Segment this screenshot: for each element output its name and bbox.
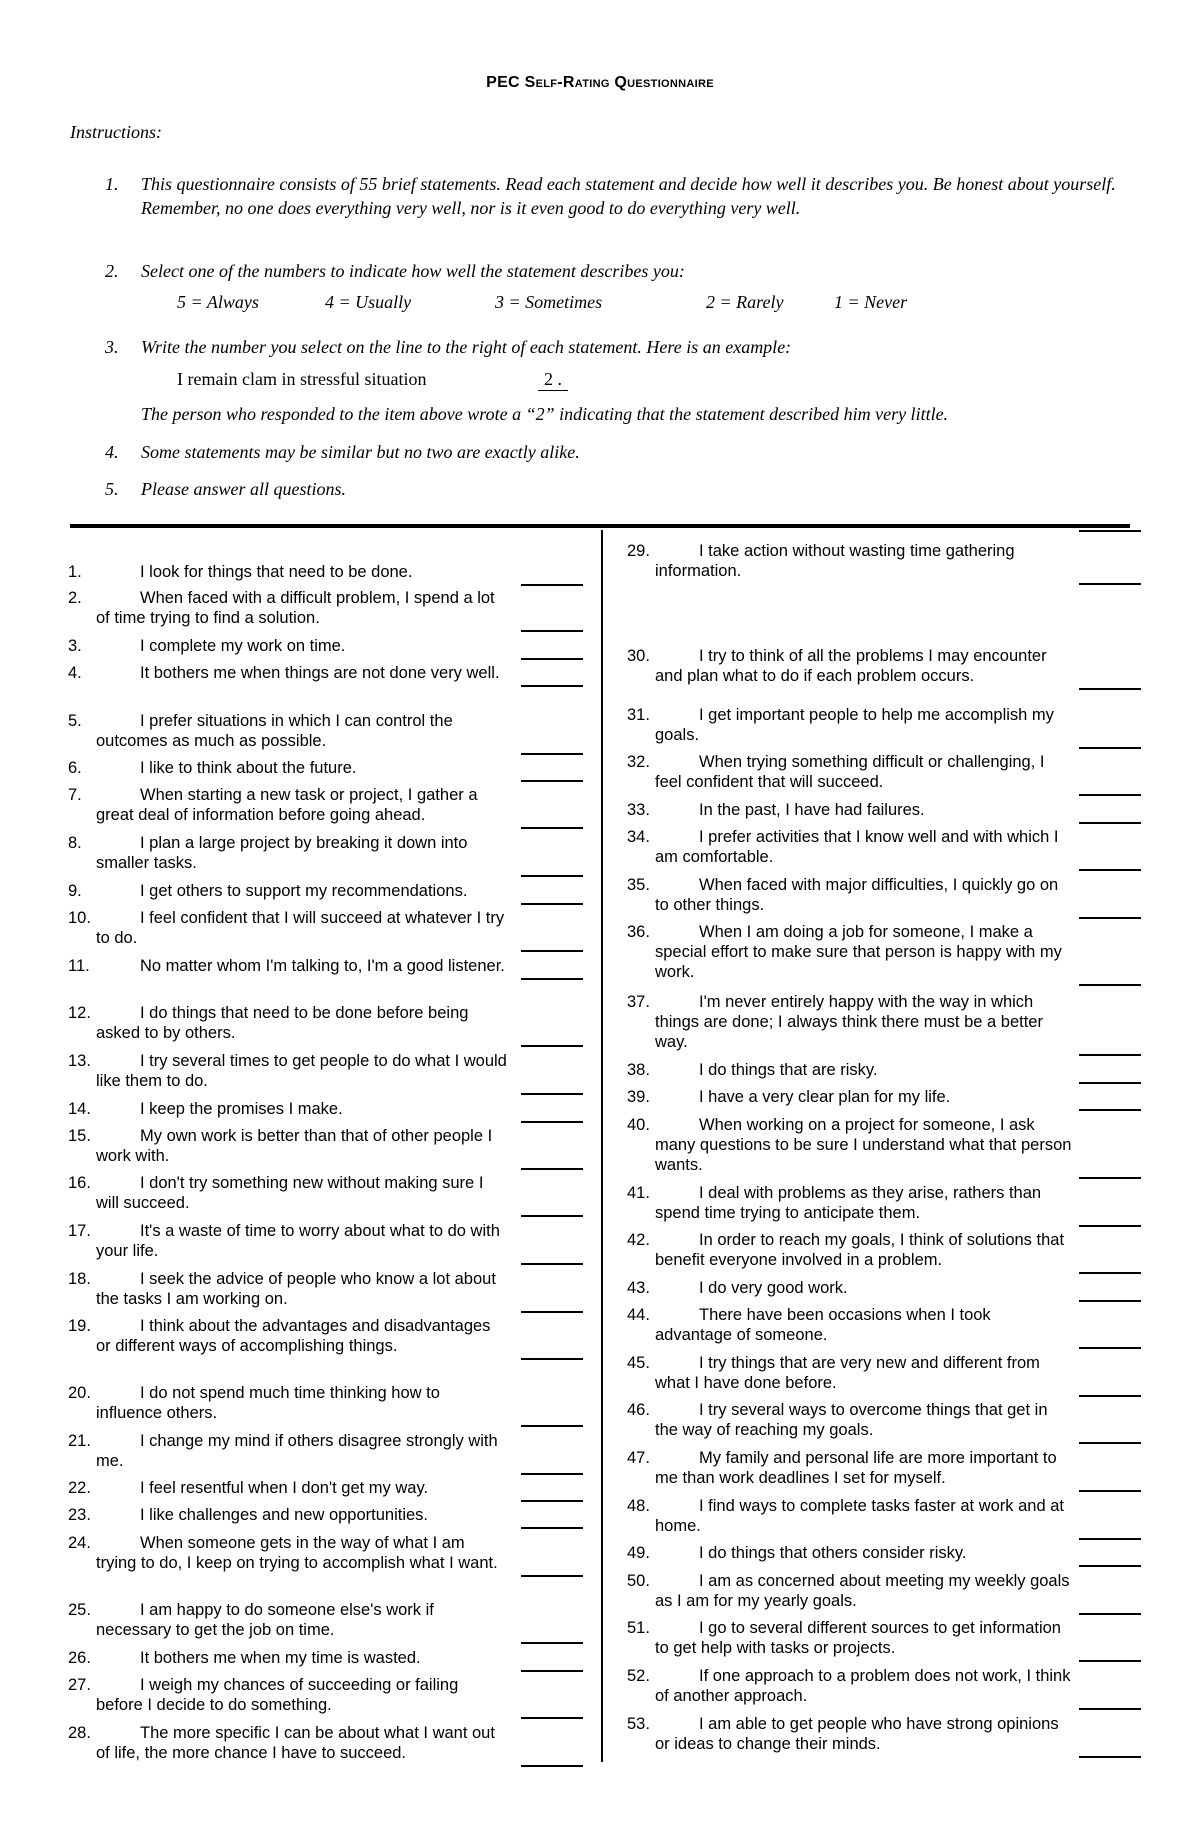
question-number: 46. <box>627 1401 650 1419</box>
answer-line[interactable] <box>1079 1708 1141 1710</box>
question-item <box>627 1714 1072 1754</box>
answer-line[interactable] <box>521 584 583 586</box>
question-item <box>68 758 508 778</box>
question-number: 11. <box>68 957 90 975</box>
question-text: I like challenges and new opportunities. <box>140 1506 429 1524</box>
answer-line[interactable] <box>521 1168 583 1170</box>
question-number: 47. <box>627 1449 650 1467</box>
column-divider <box>601 530 603 1762</box>
question-number: 28. <box>68 1724 91 1742</box>
question-item <box>68 1478 508 1498</box>
scale-usually: 4 = Usually <box>325 292 412 312</box>
page-title: PEC Self-Rating Questionnaire <box>486 74 714 91</box>
question-number: 43. <box>627 1279 650 1297</box>
question-number: 35. <box>627 876 650 894</box>
instruction-number: 3. <box>105 337 119 357</box>
question-text: I feel resentful when I don't get my way. <box>140 1479 429 1497</box>
question-number: 32. <box>627 753 650 771</box>
answer-line[interactable] <box>1079 794 1141 796</box>
question-item <box>68 1316 508 1356</box>
question-number: 52. <box>627 1667 650 1685</box>
question-number: 15. <box>68 1127 91 1145</box>
answer-line[interactable] <box>521 978 583 980</box>
answer-line[interactable] <box>1079 1490 1141 1492</box>
answer-line[interactable] <box>521 1765 583 1767</box>
question-item <box>68 956 508 976</box>
answer-line[interactable] <box>1079 1177 1141 1179</box>
question-number: 50. <box>627 1572 650 1590</box>
instruction-text: This questionnaire consists of 55 brief statements. Read each statement and decide how well it describes you. Be honest about yourself. Remember, no one does everything very well, nor is it even good to do everything very well. <box>141 174 1116 218</box>
question-number: 17. <box>68 1222 91 1240</box>
question-number: 6. <box>68 759 82 777</box>
question-text: I weigh my chances of succeeding or failing before I decide to do something. <box>96 1676 459 1714</box>
question-text: I plan a large project by breaking it down into smaller tasks. <box>96 834 468 872</box>
question-number: 8. <box>68 834 82 852</box>
question-text: I find ways to complete tasks faster at work and at home. <box>655 1497 1064 1535</box>
question-item <box>68 588 508 628</box>
question-item <box>68 1099 508 1119</box>
question-text: I go to several different sources to get information to get help with tasks or projects. <box>655 1619 1061 1657</box>
answer-line[interactable] <box>1079 984 1141 986</box>
question-text: I get important people to help me accomplish my goals. <box>655 706 1054 744</box>
answer-line[interactable] <box>521 1527 583 1529</box>
question-text: In order to reach my goals, I think of solutions that benefit everyone involved in a problem. <box>655 1231 1065 1269</box>
question-number: 9. <box>68 882 82 900</box>
question-item <box>68 1383 508 1423</box>
question-text: It bothers me when my time is wasted. <box>140 1649 421 1667</box>
answer-line[interactable] <box>521 1575 583 1577</box>
answer-line[interactable] <box>1079 688 1141 690</box>
question-text: I deal with problems as they arise, rathers than spend time trying to anticipate them. <box>655 1184 1042 1222</box>
question-number: 16. <box>68 1174 91 1192</box>
answer-line[interactable] <box>1079 869 1141 871</box>
question-item <box>68 1431 508 1471</box>
instruction-item <box>105 440 1135 464</box>
instruction-item <box>105 172 1135 220</box>
question-text: It bothers me when things are not done very well. <box>140 664 500 682</box>
question-item <box>68 908 508 948</box>
answer-line[interactable] <box>1079 1538 1141 1540</box>
question-item <box>68 1221 508 1261</box>
example-answer: 2 . <box>538 369 568 391</box>
question-item <box>627 541 1072 581</box>
question-text: I like to think about the future. <box>140 759 357 777</box>
answer-line[interactable] <box>1079 1300 1141 1302</box>
question-text: It's a waste of time to worry about what to do with your life. <box>96 1222 500 1260</box>
question-item <box>68 1675 508 1715</box>
question-number: 30. <box>627 647 650 665</box>
answer-line[interactable] <box>521 827 583 829</box>
answer-line[interactable] <box>521 658 583 660</box>
answer-line[interactable] <box>521 1045 583 1047</box>
question-item <box>627 1060 1072 1080</box>
question-number: 44. <box>627 1306 650 1324</box>
instruction-item <box>105 335 1135 359</box>
question-number: 23. <box>68 1506 91 1524</box>
instruction-item <box>105 477 1135 501</box>
question-number: 4. <box>68 664 82 682</box>
instruction-text: Select one of the numbers to indicate how well the statement describes you: <box>141 261 685 281</box>
question-number: 2. <box>68 589 82 607</box>
question-item <box>68 1723 508 1763</box>
question-text: I do very good work. <box>699 1279 848 1297</box>
instruction-text: Write the number you select on the line to the right of each statement. Here is an example: <box>141 337 792 357</box>
answer-line[interactable] <box>1079 583 1141 585</box>
question-text: There have been occasions when I took advantage of someone. <box>655 1306 991 1344</box>
instruction-number: 5. <box>105 479 119 499</box>
question-text: I do things that others consider risky. <box>699 1544 967 1562</box>
answer-line[interactable] <box>521 1670 583 1672</box>
instruction-text: Please answer all questions. <box>141 479 346 499</box>
question-text: I prefer activities that I know well and with which I am comfortable. <box>655 828 1059 866</box>
question-number: 13. <box>68 1052 91 1070</box>
question-text: I try to think of all the problems I may encounter and plan what to do if each problem occurs. <box>655 647 1047 685</box>
question-text: My own work is better than that of other people I work with. <box>96 1127 493 1165</box>
question-text: The more specific I can be about what I want out of life, the more chance I have to succeed. <box>96 1724 495 1762</box>
question-number: 38. <box>627 1061 650 1079</box>
answer-line[interactable] <box>1079 1225 1141 1227</box>
question-number: 33. <box>627 801 650 819</box>
answer-line[interactable] <box>1079 822 1141 824</box>
question-item <box>627 1230 1072 1270</box>
section-divider <box>70 524 1130 528</box>
question-number: 10. <box>68 909 91 927</box>
question-number: 49. <box>627 1544 650 1562</box>
question-number: 53. <box>627 1715 650 1733</box>
answer-line[interactable] <box>1079 1347 1141 1349</box>
question-number: 45. <box>627 1354 650 1372</box>
question-item <box>627 1305 1072 1345</box>
question-number: 29. <box>627 542 650 560</box>
question-text: When faced with a difficult problem, I spend a lot of time trying to find a solution. <box>96 589 495 627</box>
question-number: 12. <box>68 1004 91 1022</box>
instruction-number: 4. <box>105 442 119 462</box>
scale-always: 5 = Always <box>177 292 259 312</box>
question-number: 51. <box>627 1619 650 1637</box>
question-number: 36. <box>627 923 650 941</box>
answer-line[interactable] <box>521 875 583 877</box>
answer-line[interactable] <box>521 903 583 905</box>
question-item <box>68 1648 508 1668</box>
question-item <box>68 1126 508 1166</box>
scale-rarely: 2 = Rarely <box>706 292 784 312</box>
question-item <box>627 992 1072 1052</box>
answer-line[interactable] <box>521 780 583 782</box>
answer-line[interactable] <box>521 1642 583 1644</box>
question-number: 5. <box>68 712 82 730</box>
answer-line-top <box>1079 530 1141 532</box>
answer-line[interactable] <box>1079 1565 1141 1567</box>
question-text: I have a very clear plan for my life. <box>699 1088 951 1106</box>
question-item <box>627 1543 1072 1563</box>
question-text: I'm never entirely happy with the way in which things are done; I always think there must be a better way. <box>655 993 1043 1051</box>
answer-line[interactable] <box>521 1473 583 1475</box>
question-number: 39. <box>627 1088 650 1106</box>
question-item <box>68 1600 508 1640</box>
answer-line[interactable] <box>1079 1272 1141 1274</box>
instructions-label: Instructions: <box>70 122 162 142</box>
question-text: When I am doing a job for someone, I make a special effort to make sure that person is happy with my work. <box>655 923 1062 981</box>
answer-line[interactable] <box>521 1717 583 1719</box>
question-item <box>627 1496 1072 1536</box>
question-number: 41. <box>627 1184 650 1202</box>
question-number: 7. <box>68 786 82 804</box>
question-text: I feel confident that I will succeed at whatever I try to do. <box>96 909 505 947</box>
question-item <box>627 1571 1072 1611</box>
instruction-number: 2. <box>105 261 119 281</box>
question-item <box>627 1183 1072 1223</box>
question-text: I don't try something new without making sure I will succeed. <box>96 1174 484 1212</box>
question-item <box>627 1666 1072 1706</box>
answer-line[interactable] <box>521 1358 583 1360</box>
instruction-text: Some statements may be similar but no two are exactly alike. <box>141 442 580 462</box>
question-text: I do things that are risky. <box>699 1061 878 1079</box>
question-item <box>68 833 508 873</box>
question-number: 19. <box>68 1317 91 1335</box>
question-number: 21. <box>68 1432 91 1450</box>
question-item <box>68 881 508 901</box>
question-text: In the past, I have had failures. <box>699 801 925 819</box>
answer-line[interactable] <box>521 1263 583 1265</box>
question-text: I try things that are very new and different from what I have done before. <box>655 1354 1040 1392</box>
question-number: 42. <box>627 1231 650 1249</box>
question-text: I prefer situations in which I can control the outcomes as much as possible. <box>96 712 453 750</box>
answer-line[interactable] <box>521 630 583 632</box>
question-item <box>68 1269 508 1309</box>
answer-line[interactable] <box>1079 1442 1141 1444</box>
question-text: I am as concerned about meeting my weekly goals as I am for my yearly goals. <box>655 1572 1070 1610</box>
answer-line[interactable] <box>1079 1613 1141 1615</box>
question-number: 37. <box>627 993 650 1011</box>
instruction-item <box>105 259 1135 283</box>
question-number: 25. <box>68 1601 91 1619</box>
question-item <box>627 800 1072 820</box>
answer-line[interactable] <box>1079 1109 1141 1111</box>
question-text: If one approach to a problem does not work, I think of another approach. <box>655 1667 1071 1705</box>
answer-line[interactable] <box>1079 1054 1141 1056</box>
question-number: 26. <box>68 1649 91 1667</box>
answer-line[interactable] <box>521 1311 583 1313</box>
answer-line[interactable] <box>1079 747 1141 749</box>
question-text: I try several times to get people to do what I would like them to do. <box>96 1052 507 1090</box>
scale-never: 1 = Never <box>834 292 908 312</box>
question-item <box>68 1505 508 1525</box>
question-number: 14. <box>68 1100 91 1118</box>
question-text: I think about the advantages and disadvantages or different ways of accomplishing things. <box>96 1317 491 1355</box>
question-item <box>68 1051 508 1091</box>
question-number: 18. <box>68 1270 91 1288</box>
question-text: I am happy to do someone else's work if necessary to get the job on time. <box>96 1601 434 1639</box>
question-text: I seek the advice of people who know a lot about the tasks I am working on. <box>96 1270 496 1308</box>
question-text: When faced with major difficulties, I quickly go on to other things. <box>655 876 1059 914</box>
question-item <box>627 1087 1072 1107</box>
question-item <box>627 1278 1072 1298</box>
answer-line[interactable] <box>1079 1082 1141 1084</box>
question-item <box>627 1115 1072 1175</box>
question-item <box>68 1003 508 1043</box>
question-item <box>68 785 508 825</box>
question-text: I keep the promises I make. <box>140 1100 343 1118</box>
answer-line[interactable] <box>521 753 583 755</box>
question-number: 1. <box>68 563 82 581</box>
question-item <box>68 711 508 751</box>
question-item <box>68 562 508 582</box>
example-note: The person who responded to the item above wrote a “2” indicating that the statement described him very little. <box>141 404 949 424</box>
answer-line[interactable] <box>1079 1756 1141 1758</box>
question-item <box>627 875 1072 915</box>
question-number: 22. <box>68 1479 91 1497</box>
question-text: I do things that need to be done before being asked to by others. <box>96 1004 469 1042</box>
question-item <box>627 705 1072 745</box>
answer-line[interactable] <box>521 1500 583 1502</box>
question-number: 20. <box>68 1384 91 1402</box>
question-item <box>627 922 1072 982</box>
question-item <box>627 827 1072 867</box>
answer-line[interactable] <box>521 1121 583 1123</box>
question-number: 24. <box>68 1534 91 1552</box>
question-text: When trying something difficult or challenging, I feel confident that will succeed. <box>655 753 1045 791</box>
question-text: No matter whom I'm talking to, I'm a good listener. <box>140 957 505 975</box>
answer-line[interactable] <box>1079 917 1141 919</box>
answer-line[interactable] <box>521 1425 583 1427</box>
question-text: When working on a project for someone, I ask many questions to be sure I understand what that person wants. <box>655 1116 1072 1174</box>
question-number: 40. <box>627 1116 650 1134</box>
question-text: My family and personal life are more important to me than work deadlines I set for myself. <box>655 1449 1057 1487</box>
question-text: I change my mind if others disagree strongly with me. <box>96 1432 498 1470</box>
question-text: When someone gets in the way of what I am trying to do, I keep on trying to accomplish what I want. <box>96 1534 498 1572</box>
question-item <box>68 636 508 656</box>
question-number: 3. <box>68 637 82 655</box>
answer-line[interactable] <box>521 685 583 687</box>
question-item <box>68 1533 508 1573</box>
question-item <box>627 1618 1072 1658</box>
answer-line[interactable] <box>521 950 583 952</box>
question-number: 48. <box>627 1497 650 1515</box>
question-text: When starting a new task or project, I gather a great deal of information before going ahead. <box>96 786 478 824</box>
instruction-number: 1. <box>105 174 119 194</box>
question-number: 27. <box>68 1676 91 1694</box>
question-text: I do not spend much time thinking how to influence others. <box>96 1384 440 1422</box>
question-item <box>627 1448 1072 1488</box>
scale-sometimes: 3 = Sometimes <box>495 292 603 312</box>
question-text: I complete my work on time. <box>140 637 346 655</box>
question-text: I am able to get people who have strong opinions or ideas to change their minds. <box>655 1715 1059 1753</box>
question-text: I get others to support my recommendations. <box>140 882 468 900</box>
question-text: I try several ways to overcome things that get in the way of reaching my goals. <box>655 1401 1048 1439</box>
answer-line[interactable] <box>521 1093 583 1095</box>
question-item <box>68 1173 508 1213</box>
answer-line[interactable] <box>1079 1395 1141 1397</box>
question-item <box>68 663 508 683</box>
question-text: I take action without wasting time gathering information. <box>655 542 1015 580</box>
answer-line[interactable] <box>1079 1660 1141 1662</box>
answer-line[interactable] <box>521 1215 583 1217</box>
question-item <box>627 1353 1072 1393</box>
question-item <box>627 646 1072 686</box>
example-statement: I remain clam in stressful situation <box>177 369 427 389</box>
question-text: I look for things that need to be done. <box>140 563 413 581</box>
question-item <box>627 1400 1072 1440</box>
question-item <box>627 752 1072 792</box>
question-number: 34. <box>627 828 650 846</box>
question-number: 31. <box>627 706 650 724</box>
